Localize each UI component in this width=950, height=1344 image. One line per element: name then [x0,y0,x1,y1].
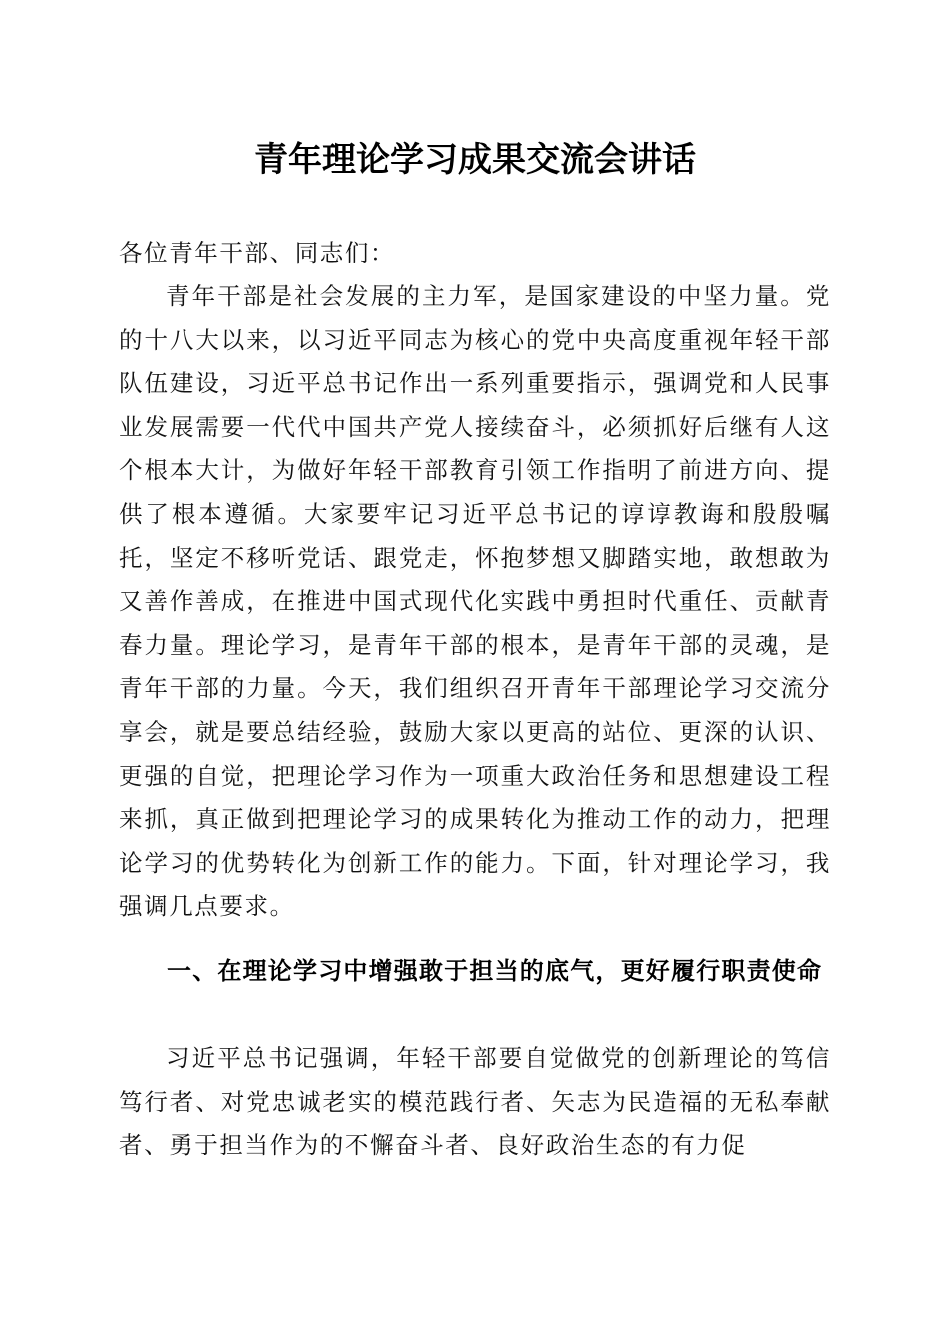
salutation: 各位青年干部、同志们： [119,239,396,267]
document-title: 青年理论学习成果交流会讲话 [254,140,696,180]
paragraph-1: 青年干部是社会发展的主力军，是国家建设的中坚力量。党的十八大以来，以习近平同志为核心的党中央高度重视年轻干部队伍建设，习近平总书记作出一系列重要指示，强调党和人民事业发展需要一代代中国共产党人接续奋斗，必须抓好后继有人这个根本大计，为做好年轻干部教育引领工作指明了前进方向、提供了根本遵循。大家要牢记习近平总书记的谆谆教诲和殷殷嘱托，坚定不移听党话、跟党走，怀抱梦想又脚踏实地，敢想敢为又善作善成，在推进中国式现代化实践中勇担时代重任、贡献青春力量。理论学习，是青年干部的根本，是青年干部的灵魂，是青年干部的力量。今天，我们组织召开青年干部理论学习交流分享会，就是要总结经验，鼓励大家以更高的站位、更深的认识、更强的自觉，把理论学习作为一项重大政治任务和思想建设工程来抓，真正做到把理论学习的成果转化为推动工作的动力，把理论学习的优势转化为创新工作的能力。下面，针对理论学习，我强调几点要求。 [119,282,831,921]
paragraph-2: 习近平总书记强调，年轻干部要自觉做党的创新理论的笃信笃行者、对党忠诚老实的模范践行者、矢志为民造福的无私奉献者、勇于担当作为的不懈奋斗者、良好政治生态的有力促 [119,1044,831,1160]
section-heading-1: 一、在理论学习中增强敢于担当的底气，更好履行职责使命 [167,957,823,985]
